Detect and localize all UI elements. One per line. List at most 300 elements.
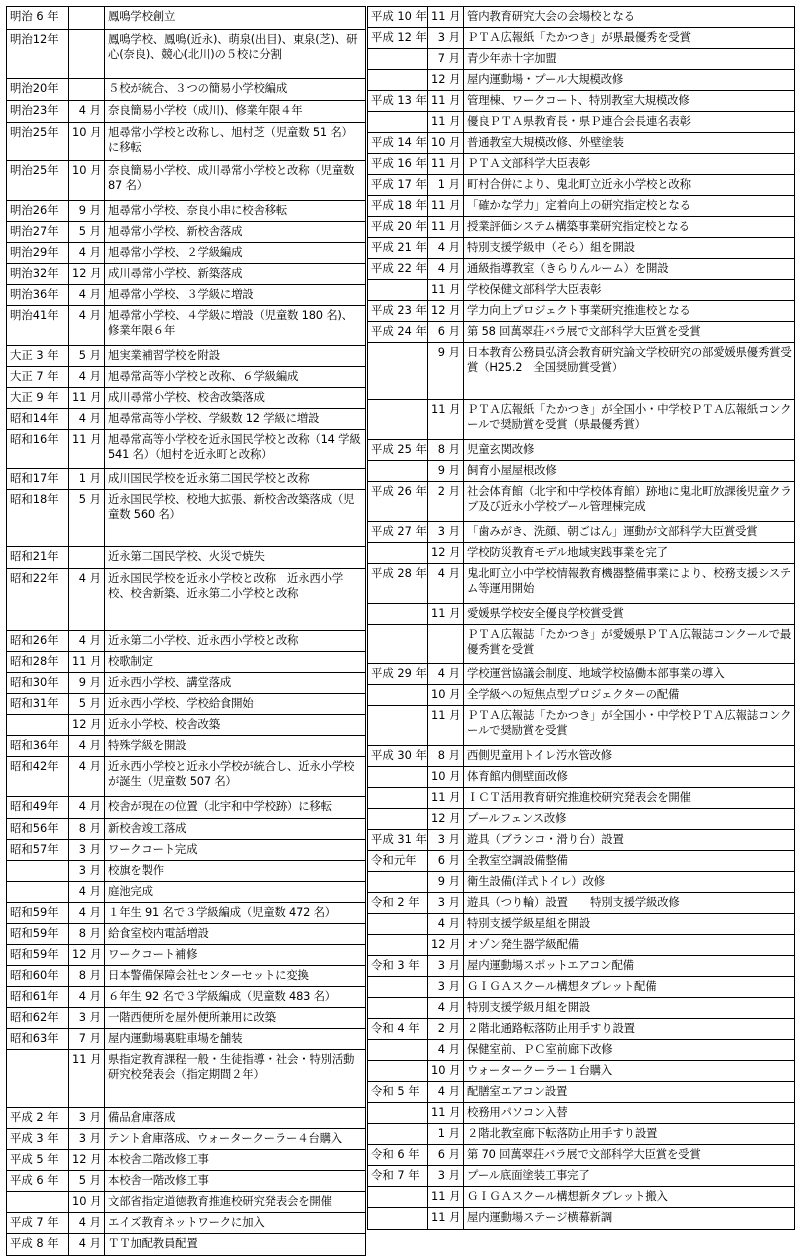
timeline-row [7, 306, 365, 346]
month-cell [428, 625, 464, 663]
month-cell: 12 月 [428, 301, 464, 321]
month-cell: 9 月 [428, 461, 464, 481]
month-cell: 4 月 [428, 664, 464, 684]
month-cell: 12 月 [69, 1150, 105, 1170]
month-cell: 4 月 [69, 101, 105, 122]
event-cell: ＰＴＡ文部科学大臣表彰 [467, 156, 591, 170]
event-cell: 屋内運動場スポットエアコン配備 [467, 958, 634, 972]
event-cell: 児童玄関改修 [467, 442, 535, 456]
event-cell: 近永西小学校と近永小学校が統合し、近永小学校が誕生（児童数 507 名） [108, 759, 355, 788]
timeline-row [7, 469, 365, 490]
era-cell: 昭和59年 [7, 924, 69, 944]
month-cell: 11 月 [69, 652, 105, 672]
era-cell: 平成 23 年 [368, 301, 428, 321]
era-cell [368, 788, 428, 808]
era-cell: 令和 7 年 [368, 1166, 428, 1186]
month-cell: 5 月 [69, 222, 105, 242]
era-cell: 平成 24 年 [368, 322, 428, 342]
timeline-row [7, 945, 365, 966]
month-cell: 10 月 [69, 1192, 105, 1212]
timeline-row [7, 1150, 365, 1171]
era-cell: 明治27年 [7, 222, 69, 242]
timeline-row [368, 280, 794, 301]
event-cell: ５校が統合、３つの簡易小学校編成 [108, 81, 288, 95]
month-cell: 4 月 [69, 987, 105, 1007]
era-cell [368, 998, 428, 1018]
era-cell: 令和 5 年 [368, 1082, 428, 1102]
month-cell: 4 月 [428, 1040, 464, 1060]
timeline-row [7, 966, 365, 987]
era-cell: 平成 16 年 [368, 154, 428, 174]
event-cell: 成川国民学校を近永第二国民学校と改称 [108, 471, 310, 485]
event-cell: ２階北教室廊下転落防止用手すり設置 [467, 1126, 658, 1140]
event-cell: ＰＴＡ広報紙「たかつき」が全国小・中学校ＰＴＡ広報紙コンクールで奨励賞を受賞（県最優秀賞） [467, 402, 792, 431]
month-cell: 4 月 [69, 882, 105, 902]
timeline-row [368, 7, 794, 28]
era-cell [368, 604, 428, 624]
month-cell: 7 月 [69, 1029, 105, 1049]
timeline-row [7, 285, 365, 306]
era-cell: 平成 31 年 [368, 830, 428, 850]
timeline-row [368, 604, 794, 625]
timeline-row [368, 1103, 794, 1124]
month-cell: 9 月 [69, 673, 105, 693]
timeline-row [7, 694, 365, 715]
timeline-row [7, 882, 365, 903]
timeline-row [7, 797, 365, 819]
era-cell: 明治36年 [7, 285, 69, 305]
timeline-row [368, 522, 794, 543]
event-cell: オゾン発生器学級配備 [467, 937, 579, 951]
era-cell: 令和元年 [368, 851, 428, 871]
era-cell: 令和 3 年 [368, 956, 428, 976]
event-cell: 保健室前、ＰＣ室前廊下改修 [467, 1042, 613, 1056]
event-cell: 遊具（つり輪）設置 特別支援学級改修 [467, 895, 680, 909]
timeline-row [368, 1166, 794, 1187]
timeline-row [7, 861, 365, 882]
event-cell: ＴＴ加配教員配置 [108, 1236, 198, 1250]
event-cell: 近永西小学校、講堂落成 [108, 675, 232, 689]
era-cell [368, 935, 428, 955]
era-cell [368, 112, 428, 132]
event-cell: 近永国民学校、校地大拡張、新校舎改築落成（児童数 560 名） [108, 492, 355, 521]
event-cell: 給食室校内電話増設 [108, 926, 209, 940]
month-cell: 7 月 [428, 49, 464, 69]
event-cell: 近永第二国民学校、火災で焼失 [108, 549, 265, 563]
event-cell: 管理棟、ワークコート、特別教室大規模改修 [467, 93, 690, 107]
month-cell: 12 月 [428, 70, 464, 90]
timeline-row [7, 1171, 365, 1192]
month-cell: 3 月 [69, 1129, 105, 1149]
timeline-row [368, 1145, 794, 1166]
event-cell: ワークコート補修 [108, 947, 198, 961]
timeline-row [368, 482, 794, 522]
era-cell [368, 543, 428, 563]
month-cell [69, 30, 105, 78]
timeline-row [7, 79, 365, 101]
timeline-row [7, 430, 365, 469]
era-cell: 平成 28 年 [368, 564, 428, 603]
era-cell: 大正 7 年 [7, 367, 69, 387]
timeline-row [7, 1192, 365, 1213]
timeline-row [368, 1124, 794, 1145]
event-cell: 特殊学級を開設 [108, 738, 187, 752]
event-cell: 「確かな学力」定着向上の研究指定校となる [467, 198, 691, 212]
era-cell: 昭和14年 [7, 409, 69, 429]
event-cell: ６年生 92 名で３学級編成（児童数 483 名） [108, 989, 336, 1003]
era-cell: 平成 2 年 [7, 1108, 69, 1128]
month-cell: 10 月 [428, 1061, 464, 1081]
event-cell: 旭尋常小学校、３学級に増設 [108, 287, 254, 301]
event-cell: プールフェンス改修 [467, 811, 567, 825]
month-cell: 3 月 [428, 522, 464, 542]
era-cell: 昭和18年 [7, 490, 69, 546]
event-cell: 授業評価システム構築事業研究指定校となる [467, 219, 690, 233]
era-cell [368, 343, 428, 399]
event-cell: 第 70 回萬翠荘バラ展で文部科学大臣賞を受賞 [467, 1147, 701, 1161]
timeline-row [7, 30, 365, 79]
month-cell: 5 月 [69, 490, 105, 546]
timeline-row [368, 49, 794, 70]
era-cell [368, 706, 428, 745]
era-cell [368, 1040, 428, 1060]
timeline-row [7, 201, 365, 222]
timeline-row [368, 1019, 794, 1040]
era-cell: 平成 21 年 [368, 238, 428, 258]
timeline-row [368, 893, 794, 914]
event-cell: 屋内運動場裏駐車場を舗装 [108, 1031, 243, 1045]
timeline-row [7, 161, 365, 201]
month-cell: 11 月 [428, 112, 464, 132]
month-cell: 4 月 [428, 1082, 464, 1102]
history-table-left [6, 6, 366, 1256]
era-cell: 昭和56年 [7, 819, 69, 839]
event-cell: 優良ＰＴＡ県教育長・県Ｐ連合会長連名表彰 [467, 114, 691, 128]
era-cell: 明治20年 [7, 79, 69, 100]
era-cell: 明治25年 [7, 123, 69, 160]
era-cell: 昭和26年 [7, 631, 69, 651]
timeline-row [368, 830, 794, 851]
timeline-row [368, 685, 794, 706]
event-cell: 配膳室エアコン設置 [467, 1084, 568, 1098]
event-cell: 青少年赤十字加盟 [467, 51, 557, 65]
event-cell: 学校運営協議会制度、地域学校協働本部事業の導入 [467, 666, 725, 680]
timeline-row [368, 112, 794, 133]
timeline-row [368, 133, 794, 154]
era-cell: 昭和59年 [7, 903, 69, 923]
month-cell: 10 月 [428, 685, 464, 705]
event-cell: 旭尋常高等小学校を近永国民学校と改称（14 学級 541 名）（旭村を近永町と改称） [108, 432, 361, 461]
event-cell: 第 58 回萬翠荘バラ展で文部科学大臣賞を受賞 [467, 324, 701, 338]
era-cell: 昭和36年 [7, 736, 69, 756]
month-cell: 11 月 [69, 388, 105, 408]
timeline-row [7, 222, 365, 243]
month-cell: 4 月 [69, 797, 105, 818]
era-cell: 平成 6 年 [7, 1171, 69, 1191]
timeline-row [368, 914, 794, 935]
month-cell: 8 月 [69, 966, 105, 986]
month-cell: 12 月 [428, 809, 464, 829]
event-cell: 旭実業補習学校を附設 [108, 348, 220, 362]
era-cell: 昭和42年 [7, 757, 69, 796]
timeline-row [368, 175, 794, 196]
timeline-row [368, 706, 794, 746]
month-cell: 4 月 [428, 998, 464, 1018]
era-cell: 昭和49年 [7, 797, 69, 818]
timeline-row [7, 547, 365, 569]
month-cell: 4 月 [69, 409, 105, 429]
month-cell: 11 月 [69, 430, 105, 468]
event-cell: 日本教育公務員弘済会教育研究論文学校研究の部愛媛県優秀賞受賞（H25.2 全国奨励賞受賞） [467, 345, 792, 374]
era-cell [368, 400, 428, 439]
timeline-row [7, 757, 365, 797]
event-cell: ＰＴＡ広報誌「たかつき」が全国小・中学校ＰＴＡ広報誌コンクールで奨励賞を受賞 [467, 708, 792, 737]
event-cell: 全学級への短焦点型プロジェクターの配備 [467, 687, 680, 701]
event-cell: 社会体育館（北宇和中学校体育館）跡地に鬼北町放課後児童クラブ及び近永小学校プール管理棟完成 [467, 484, 792, 513]
timeline-row [368, 461, 794, 482]
month-cell: 3 月 [428, 977, 464, 997]
timeline-row [7, 264, 365, 285]
month-cell: 11 月 [428, 91, 464, 111]
month-cell: 8 月 [69, 819, 105, 839]
month-cell: 10 月 [428, 133, 464, 153]
era-cell: 昭和57年 [7, 840, 69, 860]
timeline-row [368, 1082, 794, 1103]
event-cell: 校歌制定 [108, 654, 153, 668]
event-cell: 県指定教育課程一般・生徒指導・社会・特別活動研究校発表会（指定期間２年） [108, 1052, 355, 1081]
event-cell: 旭尋常高等小学校と改称、６学級編成 [108, 369, 299, 383]
timeline-row [7, 673, 365, 694]
event-cell: 旭尋常小学校、奈良小串に校舎移転 [108, 203, 288, 217]
month-cell: 2 月 [428, 482, 464, 521]
month-cell: 12 月 [69, 264, 105, 284]
event-cell: ＧＩＧＡスクール構想タブレット配備 [467, 979, 657, 993]
era-cell: 昭和62年 [7, 1008, 69, 1028]
event-cell: ２階北通路転落防止用手すり設置 [467, 1021, 635, 1035]
event-cell: 特別支援学級月組を開設 [467, 1000, 591, 1014]
era-cell: 大正 9 年 [7, 388, 69, 408]
era-cell: 昭和60年 [7, 966, 69, 986]
event-cell: 校旗を製作 [108, 863, 164, 877]
timeline-row [7, 736, 365, 757]
month-cell: 4 月 [428, 238, 464, 258]
timeline-row [368, 1061, 794, 1082]
event-cell: 鬼北町立小中学校情報教育機器整備事業により、校務支援システム等運用開始 [467, 566, 791, 595]
event-cell: 校舎が現在の位置（北宇和中学校跡）に移転 [108, 799, 332, 813]
event-cell: 旭尋常小学校、２学級編成 [108, 245, 243, 259]
timeline-row [7, 569, 365, 631]
month-cell: 11 月 [428, 1187, 464, 1207]
era-cell: 昭和22年 [7, 569, 69, 630]
era-cell: 平成 8 年 [7, 1234, 69, 1255]
month-cell: 1 月 [69, 469, 105, 489]
month-cell: 6 月 [428, 851, 464, 871]
era-cell [368, 1061, 428, 1081]
timeline-row [7, 631, 365, 652]
timeline-row [368, 301, 794, 322]
era-cell [7, 1050, 69, 1107]
timeline-row [368, 809, 794, 830]
era-cell [368, 49, 428, 69]
month-cell: 5 月 [69, 1171, 105, 1191]
month-cell: 11 月 [428, 1208, 464, 1229]
month-cell: 8 月 [428, 440, 464, 460]
era-cell [368, 809, 428, 829]
era-cell: 令和 4 年 [368, 1019, 428, 1039]
era-cell [368, 1124, 428, 1144]
month-cell: 4 月 [69, 736, 105, 756]
era-cell: 明治41年 [7, 306, 69, 345]
timeline-row [7, 101, 365, 123]
event-cell: 日本警備保障会社センターセットに変換 [108, 968, 309, 982]
era-cell: 昭和59年 [7, 945, 69, 965]
timeline-row [368, 1187, 794, 1208]
month-cell: 3 月 [428, 956, 464, 976]
event-cell: 成川尋常小学校、校舎改築落成 [108, 390, 265, 404]
event-cell: 本校舎一階改修工事 [108, 1173, 209, 1187]
month-cell: 8 月 [69, 924, 105, 944]
month-cell: 3 月 [428, 28, 464, 48]
timeline-row [7, 346, 365, 367]
month-cell: 11 月 [428, 1103, 464, 1123]
month-cell: 4 月 [69, 1213, 105, 1233]
month-cell: 4 月 [428, 564, 464, 603]
month-cell [69, 547, 105, 568]
era-cell: 昭和28年 [7, 652, 69, 672]
event-cell: 愛媛県学校安全優良学校賞受賞 [467, 606, 624, 620]
era-cell: 平成 14 年 [368, 133, 428, 153]
era-cell: 平成 7 年 [7, 1213, 69, 1233]
timeline-row [368, 154, 794, 175]
era-cell: 平成 3 年 [7, 1129, 69, 1149]
month-cell: 4 月 [69, 1234, 105, 1255]
timeline-row [7, 409, 365, 430]
month-cell: 11 月 [428, 400, 464, 439]
event-cell: 全教室空調設備整備 [467, 853, 568, 867]
event-cell: 旭尋常小学校、新校舎落成 [108, 224, 243, 238]
month-cell: 4 月 [69, 367, 105, 387]
event-cell: 学力向上プロジェクト事業研究推進校となる [467, 303, 691, 317]
era-cell: 平成 12 年 [368, 28, 428, 48]
month-cell: 10 月 [69, 123, 105, 160]
timeline-row [368, 91, 794, 112]
timeline-row [7, 367, 365, 388]
month-cell: 3 月 [69, 861, 105, 881]
month-cell: 3 月 [69, 840, 105, 860]
event-cell: 普通教室大規模改修、外壁塗装 [467, 135, 624, 149]
month-cell: 9 月 [428, 343, 464, 399]
event-cell: ＰＴＡ広報誌「たかつき」が愛媛県ＰＴＡ広報誌コンクールで最優秀賞を受賞 [467, 627, 792, 656]
timeline-row [7, 1234, 365, 1255]
event-cell: 西側児童用トイレ汚水管改修 [467, 748, 612, 762]
event-cell: テント倉庫落成、ウォータークーラー４台購入 [108, 1131, 342, 1145]
era-cell: 平成 26 年 [368, 482, 428, 521]
timeline-row [368, 259, 794, 280]
month-cell: 3 月 [428, 893, 464, 913]
era-cell [7, 715, 69, 735]
era-cell: 平成 17 年 [368, 175, 428, 195]
timeline-row [7, 1129, 365, 1150]
era-cell [368, 767, 428, 787]
timeline-row [368, 322, 794, 343]
month-cell: 1 月 [428, 175, 464, 195]
month-cell: 1 月 [428, 1124, 464, 1144]
era-cell: 平成 29 年 [368, 664, 428, 684]
era-cell [7, 1192, 69, 1212]
event-cell: 遊具（ブランコ・滑り台）設置 [467, 832, 624, 846]
event-cell: 成川尋常小学校、新築落成 [108, 266, 243, 280]
timeline-row [7, 924, 365, 945]
era-cell [368, 872, 428, 892]
month-cell: 11 月 [428, 604, 464, 624]
era-cell: 昭和31年 [7, 694, 69, 714]
event-cell: ワークコート完成 [108, 842, 198, 856]
era-cell: 昭和16年 [7, 430, 69, 468]
timeline-row [7, 1050, 365, 1108]
timeline-row [7, 490, 365, 547]
history-table-right [367, 6, 795, 1230]
timeline-row [7, 987, 365, 1008]
event-cell: 備品倉庫落成 [108, 1110, 176, 1124]
era-cell [368, 70, 428, 90]
event-cell: 飼育小屋屋根改修 [467, 463, 557, 477]
timeline-row [368, 851, 794, 872]
timeline-row [7, 652, 365, 673]
month-cell: 12 月 [69, 945, 105, 965]
event-cell: ＩＣＴ活用教育研究推進校研究発表会を開催 [467, 790, 691, 804]
month-cell: 4 月 [69, 757, 105, 796]
timeline-row [368, 998, 794, 1019]
era-cell: 平成 10 年 [368, 7, 428, 27]
event-cell: 管内教育研究大会の会場校となる [467, 9, 635, 23]
month-cell: 12 月 [428, 935, 464, 955]
event-cell: 本校舎二階改修工事 [108, 1152, 209, 1166]
timeline-row [368, 788, 794, 809]
era-cell: 明治12年 [7, 30, 69, 78]
era-cell [368, 977, 428, 997]
event-cell: 文部省指定道徳教育推進校研究発表会を開催 [108, 1194, 332, 1208]
event-cell: プール底面塗装工事完了 [467, 1168, 590, 1182]
month-cell: 11 月 [428, 706, 464, 745]
era-cell: 明治26年 [7, 201, 69, 221]
month-cell: 4 月 [69, 285, 105, 305]
month-cell: 5 月 [69, 346, 105, 366]
timeline-row [368, 625, 794, 664]
timeline-row [7, 388, 365, 409]
month-cell: 4 月 [69, 631, 105, 651]
month-cell: 2 月 [428, 1019, 464, 1039]
month-cell: 4 月 [69, 243, 105, 263]
era-cell [368, 685, 428, 705]
era-cell: 平成 18 年 [368, 196, 428, 216]
era-cell [368, 1103, 428, 1123]
timeline-row [368, 977, 794, 998]
event-cell: 庭池完成 [108, 884, 153, 898]
month-cell: 5 月 [69, 694, 105, 714]
event-cell: 旭尋常高等小学校、学級数 12 学級に増設 [108, 411, 320, 425]
event-cell: 奈良簡易小学校（成川)、修業年限４年 [108, 103, 303, 117]
era-cell: 平成 22 年 [368, 259, 428, 279]
event-cell: 鳳鳴学校創立 [108, 9, 176, 23]
era-cell: 昭和61年 [7, 987, 69, 1007]
timeline-row [368, 440, 794, 461]
event-cell: 衛生設備(洋式トイレ）改修 [467, 874, 605, 888]
timeline-row [368, 564, 794, 604]
era-cell: 明治29年 [7, 243, 69, 263]
event-cell: 近永西小学校、学校給食開始 [108, 696, 254, 710]
timeline-row [7, 1008, 365, 1029]
month-cell: 11 月 [69, 1050, 105, 1107]
